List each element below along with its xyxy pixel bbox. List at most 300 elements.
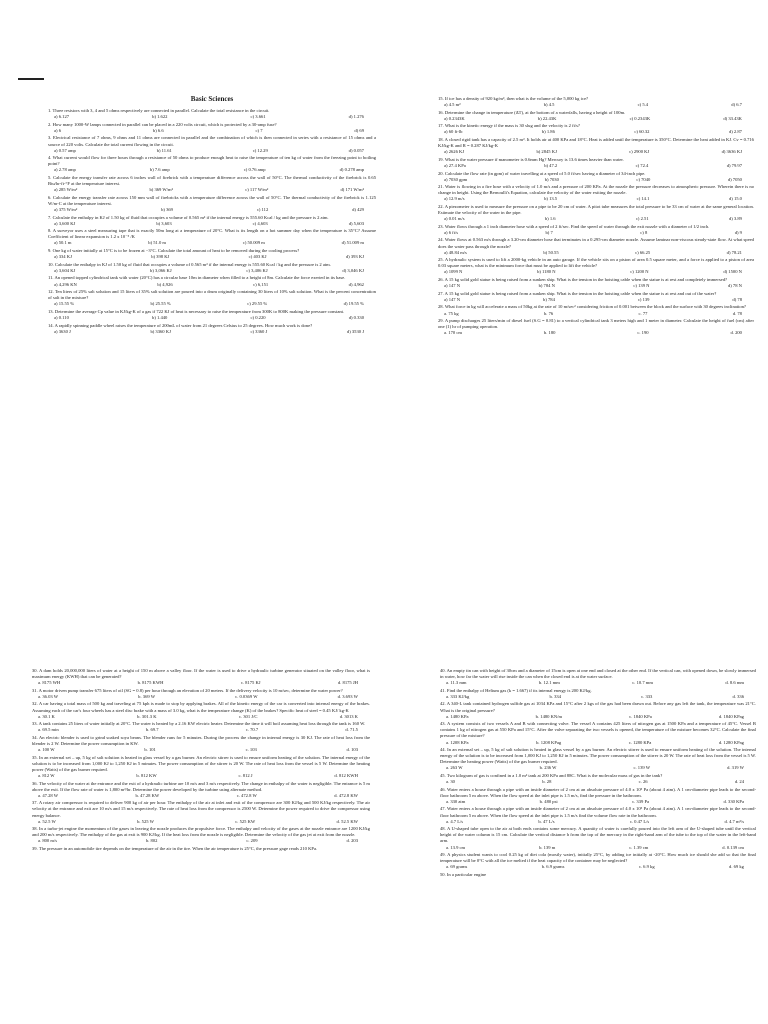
answer-choice: d. 69 kg [729,864,744,870]
question-number: 20. [438,170,444,176]
answer-choice: d. 71.5 [345,727,358,733]
question-item [440,773,756,785]
answer-choice: d. 336 [732,693,744,699]
answer-choice: b. 1208 KPag [536,739,562,745]
question-text: A 340-L tank contained hydrogen sulfide gas at 1034 KPa and 15°C after 2 kgs of the gas had been drawn out. Before any gas left the tank, the temperature was 21°C. What is the original pressure? [440,701,756,713]
answer-choice: a) 7030 gpm [444,176,468,182]
question-text: An opened topped cylindrical tank with water (20°C) has a circular base 10m in diameter when filled to a height of 8m. Calculate the force exerted in its base. [54,275,346,281]
choices-row [438,116,754,122]
answer-choice: a) 147 N [444,283,461,289]
answer-choice: c. 333 [641,693,653,699]
choices-row [32,838,370,844]
question-text: Electrical resistance of 7 ohms, 9 ohms and 11 ohms are connected in parallel and the combination of which is then connected in series with a resistance of 15 ohms and a source of 220 volts. Calculate the total current flowing in the circuit. [48,135,377,147]
question-item [438,204,754,222]
question-text: What is the kinetic energy if the mass is 30 slug and the velocity is 2 ft/s? [444,123,580,129]
question-text: A pump discharges 25 liters/min of diesel fuel (S.G = 0.81) to a vertical cylindrical tank 3 meters high and 1 meter in diameter. Calculate the height of fuel (cm) after one (1) hr of pumping operation. [438,318,754,330]
question-item [32,755,370,779]
answer-choice: c. 103 [245,747,257,753]
answer-choice: d. 472.8 KW [334,792,358,798]
choices-row [438,163,754,169]
question-number: 43. [440,721,446,727]
question-item [48,135,376,153]
question-item [440,688,756,700]
answer-choice: d. 330 KPa [723,798,744,804]
question-number: 6. [48,194,52,200]
question-text: A piezometer is used to measure the pressure on a pipe to be 20 cm of water. A pitot tube measures the total pressure to be 33 cm of water at the same general location. Estimate the velocity of the water in the pipe. [438,204,754,216]
question-number: 35. [32,754,38,760]
answer-choice: b) 22.43K [537,115,557,121]
answer-choice: c. 77 [638,310,648,316]
question-item [48,289,376,307]
question-number: 42. [440,701,446,707]
question-text: What is the water pressure if manometer is 0.6mm Hg? Mercury is 13.6 times heavier than water. [444,156,624,162]
answer-choice: c. 0.0369 W [235,693,258,699]
question-number: 5. [48,175,52,181]
answer-choice: b. 802 [145,838,158,844]
answer-choice: c) 14.1 [636,196,650,202]
answer-choice: b) 4,926 [157,281,173,287]
question-number: 4. [48,155,52,161]
answer-choice: b. 334 [549,693,561,699]
column-bottom-right [440,668,756,880]
question-text: Calculate the energy transfer rate across 6 inches wall of firebrick with a temperature difference across the wall of 50°C. The thermal conductivity of the firebrick is 0.65 Btu/hr-ft-°F at the temperature interest. [48,175,377,187]
choices-row [48,114,376,120]
question-text: In an external set – up, 5 kg of salt solution is heated in glass vessel by a gas burner. An electric stirrer is used to ensure uniform heating of the solution. The internal energy of the solution is to be increased from 1,000 KJ to 1,250 KJ in 5 minutes. The power consumption of the stirrer is 20 W. The rate of heat loss from the vessel is 5 W. Determine the heating power (Watts) of the gas burner required. [32,754,370,772]
answer-choice: b) 784 [543,296,555,302]
answer-choice: b) 51.0 m [148,240,167,246]
question-number: 24. [438,237,444,243]
choices-row [32,727,370,733]
question-number: 3. [48,135,52,141]
question-text: A tank contains 25 liters of water initially at 20°C. The water is heated by a 2.16 KW electric heater. Determine the time it will boil assuming heat loss through the tank is 160 W. [38,721,366,727]
answer-choice: a) 3630 J [54,328,71,334]
answer-choice: d. 203 [346,838,358,844]
answer-choice: d) 78 [732,296,742,302]
question-text: Two kilogram of gas is confined in a 1.0 m³ tank at 200 KPa and 88C. What is the molecular mass of gas in the tank? [446,773,663,778]
answer-choice: a. 8175 WH [38,680,61,686]
answer-choice: a) 0.01 m/s [444,216,465,222]
answer-choice: a. 170 cm [444,330,462,336]
answer-choice: b) 1.86 [541,129,555,135]
question-number: 50. [440,871,446,877]
question-number: 13. [48,308,54,314]
answer-choice: c) 3360 J [250,328,268,334]
question-text: An empty tin can with height of 30cm and a diameter of 15cm is open at one end and closed at the other end. If the vertical can, with opened down, be slowly immersed in water, how far the water will rise inside the can when the closed end is at the water surface. [440,668,756,680]
answer-choice: c. 209 [246,838,258,844]
answer-choice: c) 112 [256,207,269,212]
answer-choice: d) 5,603 [348,220,364,226]
answer-choice: a. 75 kg [444,310,459,316]
question-text: Find the enthalpy of Helium gas (k = 1.667) if its internal energy is 200 KJ/kg. [446,687,592,693]
answer-choice: d) 171 W/m² [340,187,364,193]
answer-choice: a. 263 W [446,765,463,771]
choices-row [32,819,370,825]
answer-choice: c) 5.4 [637,102,649,108]
question-number: 36. [32,780,38,786]
answer-choice: c. 190 [637,330,649,336]
question-number: 23. [438,223,444,229]
question-number: 25. [438,257,444,263]
header-rule [18,78,44,80]
answer-choice: b. 69.7 [145,727,159,733]
question-text: The velocity of the water at the entrance and the exit of a hydraulic turbine are 10 m/s and 3 m/s respectively. The change in enthalpy of the water is negligible. The entrance is 5 m above the exit. If the flow rate of water is 1,800 m³/hr. Determine the power developed by the turbine using alternate method. [32,780,370,792]
answer-choice: a. 69.5 min [38,727,59,733]
question-item [32,721,370,733]
column-bottom-left [32,668,370,854]
question-number: 2. [48,121,52,127]
answer-choice: d) 78.21 [726,249,742,255]
answer-choice: b. 1480 KN/m [535,713,563,719]
question-item [438,157,754,169]
answer-choice: a) 6.127 [54,114,70,120]
answer-choice: b) 50.55 [543,249,559,255]
choices-row [438,297,754,303]
answer-choice: b) 7 [545,229,553,235]
answer-choice: c) 117 W/m² [245,187,269,193]
answer-choice: d) 79.97 [726,162,742,168]
answer-choice: c) 0.76 amp [243,167,266,173]
answer-choice: a) 0.110 [54,315,69,320]
answer-choice: a) 6 [54,127,62,133]
answer-choice: b) 369 W/m² [149,187,173,193]
answer-choice: b. 47.28 KW [135,792,160,798]
question-item [32,668,370,686]
question-text: Calculate the flow rate (in gpm) of water travelling at a speed of 5.0 ft/sec having a diameter of 34-inch pipe. [444,170,646,176]
answer-choice: d) 3530 J [346,328,364,334]
answer-choice: b) 7030 [544,176,559,182]
choices-row [48,282,376,288]
answer-choice: b) 6.6 [152,127,164,133]
answer-choice: d. 103 [346,747,358,753]
choices-row [438,177,754,183]
choices-row [32,773,370,779]
answer-choice: d. 24 [734,779,744,785]
question-item [438,304,754,316]
question-text: A motor driven pump transfer 675 liters of oil (SG = 0.8) per hour through an elevation of 20 meters. If the delivery velocity is 10 m/sec, determine the water power? [38,687,343,693]
question-item [440,826,756,850]
column-top-left [48,96,376,336]
answer-choice: c. 26 [638,779,648,785]
question-number: 11. [48,275,54,281]
answer-choice: c. 139 W [633,765,651,771]
question-number: 41. [440,687,446,693]
answer-choice: c) 12.29 [252,147,268,153]
answer-choice: c. 8175 KJ [240,680,261,686]
choices-row [440,799,756,805]
answer-choice: d. 200 [730,330,742,336]
question-number: 21. [438,184,444,190]
answer-choice: d) 393 KJ [345,254,364,260]
question-item [48,309,376,321]
choices-row [438,129,754,135]
answer-choice: d) 0.330 [348,315,364,320]
answer-choice: b) 3,066 KJ [150,267,172,273]
question-item [438,277,754,289]
choices-row [32,714,370,720]
answer-choice: d) 3636 KJ [721,149,742,155]
question-number: 16. [438,109,444,115]
answer-choice: d) 19.55 % [343,301,364,307]
answer-choice: a. 11.3 mm [446,680,467,686]
answer-choice: b) 398 KJ [151,254,170,260]
answer-choice: b. 369 W [138,693,156,699]
answer-choice: a. 30 [446,779,455,785]
answer-choice: a. 36.03 W [38,693,59,699]
answer-choice: d. 78 [732,310,742,316]
question-text: A surveyor uses a steel measuring tape that is exactly 50m long at a temperature of 20°C. What is its length on a hot summer day when the temperature is 35°C? Assume Coefficient of linear expansion is 1.2 x 10⁻⁵ /K [48,228,376,240]
question-item [32,735,370,753]
answer-choice: d) 15.0 [728,196,742,202]
choices-row [48,301,376,307]
answer-choice: d. 3.693 W [337,693,358,699]
choices-row [438,283,754,289]
question-item [438,123,754,135]
question-text: A dam holds 20,000,000 liters of water at a height of 150 m above a valley floor. If the water is used to drive a hydraulic turbine generator situated on the valley floor, what is maximum energy (KWH) that can be generated? [32,668,370,680]
answer-choice: d) 0.057 [348,147,364,153]
answer-choice: a) 0.2343K [444,115,465,121]
question-number: 19. [438,156,444,162]
answer-choice: b) 3360 KJ [150,328,171,334]
answer-choice: b. 28 [542,779,552,785]
question-number: 7. [48,214,52,220]
question-text: Ten liters of 25% salt solution and 15 liters of 35% salt solution are poured into a drum originally containing 30 liters of 10% salt solution. What is the percent concentration of salt in the mixture? [48,289,376,301]
question-number: 37. [32,800,38,806]
question-number: 26. [438,277,444,283]
question-text: Water is flowing in a fire hose with a velocity of 1.0 m/s and a pressure of 200 KPa. At the nozzle the pressure decreases to atmospheric pressure. Wherein there is no change in height. Using the Bernoulli's Equation, calculate the velocity of the water exiting the nozzle. [438,184,754,196]
choices-row [32,694,370,700]
answer-choice: a. 69 grams [446,864,468,870]
question-text: One kg of water initially at 15°C is to be frozen at −3°C. Calculate the total amount of heat to be removed during the cooling process? [52,248,300,254]
answer-choice: c) 403 KJ [248,254,267,260]
question-number: 33. [32,721,38,727]
answer-choice: a) 60 ft-lb [444,129,463,135]
answer-choice: d) 78 N [727,283,742,289]
answer-choice: b. 301.3 K [137,713,157,719]
answer-choice: a. 13.9 cm [446,844,466,850]
choices-row [48,268,376,274]
answer-choice: a) 2626 KJ [444,149,465,155]
question-number: 12. [48,289,54,295]
question-number: 32. [32,701,38,707]
choices-row [48,221,376,227]
answer-choice: c) 3,406 KJ [246,267,268,273]
answer-choice: b. 47 L/s [538,818,555,824]
answer-choice: a) 50.1 m [54,240,72,246]
answer-choice: d. 4.7 m³/s [724,818,744,824]
question-item [438,318,754,336]
answer-choice: d. 8.6 mm [725,680,744,686]
question-number: 44. [440,747,446,753]
question-text: If ice has a density of 920 kg/m³, then what is the volume of the 5,000 kg ice? [444,96,589,101]
choices-row [440,819,756,825]
answer-choice: d. 0.139 cm [722,844,744,850]
question-text: A physics student wants to cool 0.25 kg of diet cola (mostly water), initially 25°C, by adding ice initially at -20°C. How much ice should she add so that the final temperature will be 0°C with all the ice melted if the heat capacity of the container may be neglected? [440,852,756,864]
question-text: Calculate the enthalpy in KJ of 1.50 kg of fluid that occupies a volume of 0.565 m³ if the internal energy is 555.60 Kcal / kg and the pressure is 2 atm. [54,261,331,267]
question-item [438,237,754,255]
question-item [48,175,376,193]
answer-choice: b. 76 [544,310,554,316]
question-number: 47. [440,806,446,812]
answer-choice: b) 7.6 amp [149,167,170,173]
answer-choice: b) 47.2 [544,162,558,168]
answer-choice: a. 1480 KPa [446,713,469,719]
question-text: The pressure in an automobile tire depends on the temperature of the air in the tire. When the air temperature is 25°C, the pressure gage reads 210 KPa. [38,846,318,852]
answer-choice: d. 52.5 KW [336,818,358,824]
choices-row [440,765,756,771]
answer-choice: a. 800 m/s [38,838,58,844]
question-text: Determine the change in temperature (ΔT), at the bottom of a waterfalls, having a height of 100m. [444,109,626,115]
question-text: A 15 kg solid gold statue is being raised from a sunken ship. What is the tension in the hoisting cable when the statue is at rest and completely immersed? [444,277,728,283]
answer-choice: d. 3013 K [339,713,358,719]
column-top-right [438,96,754,338]
answer-choice: b. 139 m [539,844,556,850]
answer-choice: a. 812 W [38,773,55,778]
page-title: Basic Sciences [190,95,234,103]
question-text: Water flows at 0.563 m/s through a 3.20-cm diameter hose that terminates in a 0.295-cm diameter nozzle. Assume laminar non-viscous steady-state flow. At what speed does the water pass through the nozzle? [438,237,754,249]
answer-choice: a. 100 W [38,747,55,753]
answer-choice: c. 525 KW [235,818,256,824]
question-item [48,323,376,335]
question-item [32,688,370,700]
answer-choice: a. 52.5 W [38,818,56,824]
answer-choice: d. 812 KWH [334,773,358,778]
question-item [440,668,756,686]
choices-row [48,167,376,173]
question-text: A rapidly spinning paddle wheel raises the temperature of 200mL of water from 21 degrees Celsius to 25 degrees. How much work is done? [54,322,313,328]
answer-choice: b) 1180 N [537,269,556,275]
choices-row [32,793,370,799]
question-item [440,872,756,878]
answer-choice: b. 480 psi [539,798,558,804]
question-item [48,228,376,246]
answer-choice: d) 6.7 [731,102,742,108]
answer-choice: a) 48.84 m/s [444,249,467,255]
answer-choice: a) 12.9 m/s [444,196,465,202]
choices-row [440,779,756,785]
answer-choice: a. 4.7 L/s [446,818,464,824]
answer-choice: c) 66.25 [635,249,651,255]
question-item [48,122,376,134]
answer-choice: c) 8 [640,229,648,235]
question-number: 46. [440,786,446,792]
answer-choice: d) 429 [352,207,364,212]
answer-choice: a) 4,296 KN [54,281,77,287]
question-number: 18. [438,137,444,143]
answer-choice: d) 51.009 m [341,240,364,246]
answer-choice: c) 6,151 [253,281,269,287]
question-item [438,184,754,202]
answer-choice: c. 301 J/C [238,713,258,719]
answer-choice: c) 139 [637,296,650,302]
answer-choice: a. 330 atm [446,798,466,804]
question-text: A hydraulic system is used to lift a 2000-kg vehicle in an auto garage. If the vehicle sits on a piston of area 0.5 square meter, and a force is applied to a piston of area 0.03 square meters, what is the minimum force that must be applied to lift the vehicle? [438,257,754,269]
question-number: 40. [440,668,446,673]
answer-choice: c) 72.4 [635,162,649,168]
question-text: A 15 kg solid gold statue is being raised from a sunken ship. What is the tension in the hoisting cable when the statue is at rest and out of the water? [444,290,717,296]
question-number: 34. [32,734,38,740]
question-item [32,826,370,844]
answer-choice: a) 147 N [444,296,461,302]
answer-choice: a. 47.28 W [38,792,59,798]
question-item [440,787,756,805]
answer-choice: b) 2845 KJ [536,149,557,155]
answer-choice: c. 6.9 kg [638,864,655,870]
question-text: A system consists of two vessels A and B with connecting valve. The vessel A contains 425 liters of nitrogen gas at 1500 KPa and a temperature of 45°C. Vessel B contains 1 kg of nitrogen gas at 550 KPa and 15°C. After the valve separating the two vessels is opened, the temperature of the mixture becomes 32°C. Calculate the final pressure of the mixture? [440,721,756,739]
answer-choice: c. 1840 KPa [629,713,652,719]
question-text: Determine the average Cp value in KJ/kg-K of a gas if 722 KJ of heat is necessary to raise the temperature from 300K to 800K making the pressure constant. [54,308,345,314]
answer-choice: b) 3,603 [156,220,172,226]
question-item [48,195,376,213]
answer-choice: b) 369 [161,207,173,212]
question-text: A rotary air compressor is required to deliver 900 kg of air per hour. The enthalpy of the air at inlet and exit of the compressor are 300 KJ/kg and 500 KJ/kg respectively. The air velocity at the entrance and exit are 10 m/s and 15 m/s respectively. The rate of heat loss from the compressor is 2500 W. Determine the power required to drive the compressor using energy balance. [32,800,371,818]
question-item [48,215,376,227]
answer-choice: b) 13.5 [544,196,558,202]
answer-choice: a) 2.78 amp [54,167,76,173]
question-text: Calculate the energy transfer rate across 150 mm wall of firebricks with a temperature difference across the wall of 50°C. The thermal conductivity of the firebrick is 1.125 W/m-C at the temperature interest. [48,194,376,206]
answer-choice: a. 1208 KPa [446,739,469,745]
answer-choice: a) 285 W/m² [54,187,78,193]
question-item [438,137,754,155]
answer-choice: a) 1099 N [444,269,463,275]
answer-choice: c. 0.47 L/s [629,818,650,824]
answer-choice: b. 12.1 mm [538,680,560,686]
answer-choice: b. 101 [144,747,156,753]
answer-choice: d. 8175 JH [337,680,358,686]
choices-row [48,128,376,134]
choices-row [440,680,756,686]
answer-choice: b. 812 KW [136,773,157,778]
answer-choice: d) 2.87 [728,129,742,135]
question-item [48,248,376,260]
choices-row [440,740,756,746]
answer-choice: c) 29.55 % [247,301,268,307]
answer-choice: c) 0.2343K [629,115,651,121]
answer-choice: a) 3,604 KJ [54,267,76,273]
answer-choice: d) 3,046 KJ [342,267,364,273]
answer-choice: d. 1280 KPag [718,739,744,745]
answer-choice: c) 4,603 [252,220,268,226]
question-number: 29. [438,318,444,324]
question-text: What force in kg will accelerate a mass of 50kg at the rate of 10 m/sec² considering friction of 0.001 between the block and the surface with 30 degrees inclination? [444,304,746,310]
answer-choice: a) 375 W/m² [54,207,78,212]
choices-row [438,149,754,155]
question-item [32,846,370,852]
answer-choice: c. 70.7 [245,727,259,733]
answer-choice: a) 27.4 KPa [444,162,466,168]
question-item [438,110,754,122]
answer-choice: a) 0.57 amp [54,147,76,153]
answer-choice: c) 0.220 [250,315,266,320]
question-item [32,701,370,719]
answer-choice: a. 333 KJ/kg [446,693,470,699]
answer-choice: b. 180 [543,330,556,336]
answer-choice: c) 7040 [636,176,651,182]
question-number: 10. [48,261,54,267]
answer-choice: a) 334 KJ [54,254,72,260]
answer-choice: b) 4.5 [543,102,555,108]
answer-choice: d) 3.89 [728,216,742,222]
choices-row [438,330,754,336]
answer-choice: c. 472.8 W [236,792,257,798]
question-text: A closed rigid tank has a capacity of 2.5 m³. It holds air at 400 KPa and 18°C. Heat is added until the temperature is 350°C. Determine the heat added in KJ. Cv = 0.716 KJ/kg-K and R = 0.287 KJ/kg-K [438,137,754,149]
answer-choice: b) 11.61 [156,147,172,153]
question-item [438,171,754,183]
question-number: 8. [48,228,52,234]
answer-choice: b) 784 N [538,283,555,289]
choices-row [438,102,754,108]
question-number: 15. [438,96,444,101]
question-number: 38. [32,826,38,832]
